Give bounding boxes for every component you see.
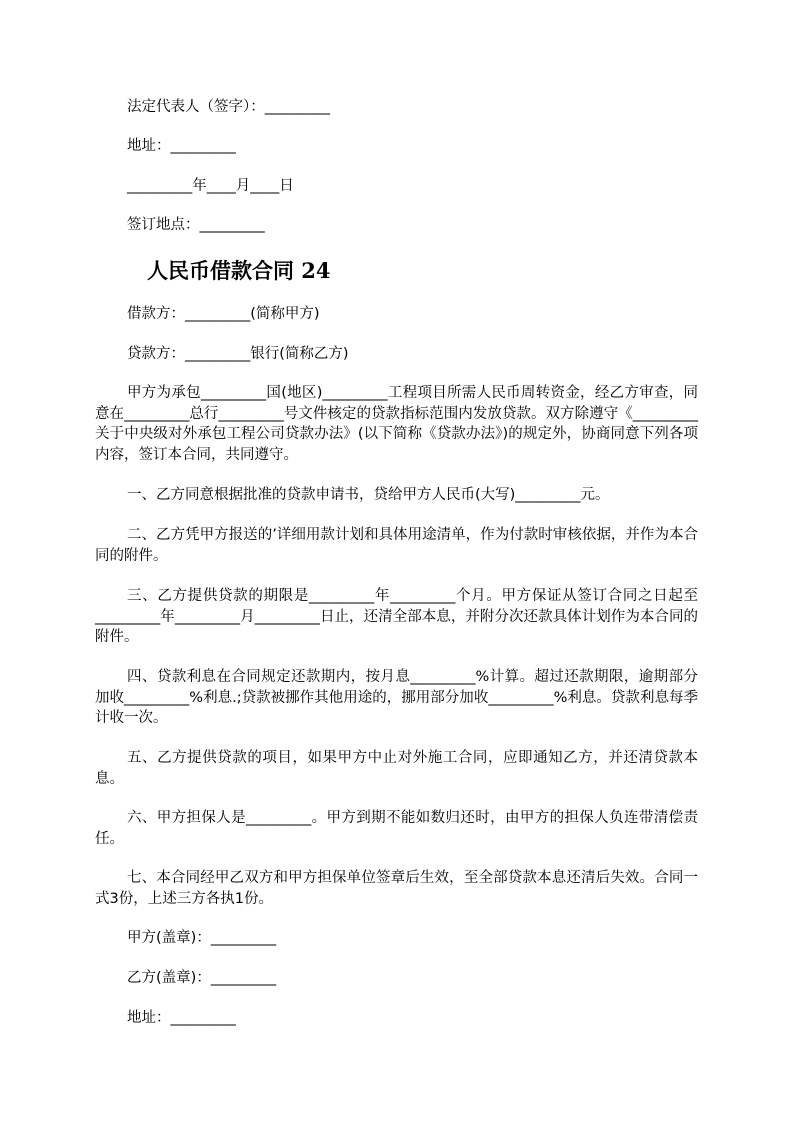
- clause-7: 七、本合同经甲乙双方和甲方担保单位签章后生效，至全部贷款本息还清后失效。合同一式3份，上述三方各执1份。: [95, 870, 698, 907]
- clause-2: 二、乙方凭甲方报送的’详细用款计划和具体用途清单，作为付款时审核依据，并作为本合同的附件。: [95, 527, 698, 564]
- clause-4: 四、贷款利息在合同规定还款期内，按月息_________%计算。超过还款期限，逾期部分加收_________%利息.;贷款被挪作其他用途的，挪用部分加收_________%利息。贷款利息每季计收一次。: [95, 669, 698, 726]
- lender-line: 贷款方：_________银行(简称乙方): [127, 346, 349, 362]
- signing-place-line: 签订地点：_________: [127, 217, 265, 233]
- borrower-line: 借款方：_________(简称甲方): [127, 306, 320, 322]
- clause-3: 三、乙方提供贷款的期限是_________年_________个月。甲方保证从签订合同之日起至_________年_________月_________日止，还清全部本息，并附分次还款具体计划作为本合同的附件。: [95, 588, 698, 645]
- party-b-seal-line: 乙方(盖章)：_________: [127, 970, 277, 986]
- date-line: _________年____月____日: [127, 178, 294, 194]
- clause-1: 一、乙方同意根据批准的贷款申请书，贷给甲方人民币(大写)_________元。: [127, 487, 610, 503]
- legal-rep-line: 法定代表人（签字）：_________: [127, 99, 330, 115]
- contract-title: 人民币借款合同 24: [147, 258, 331, 283]
- preamble-paragraph: 甲方为承包_________国(地区)_________工程项目所需人民币周转资金，经乙方审查，同意在_________总行_________号文件核定的贷款指标范围内发放贷款。双方除遵守《_________关于中央级对外承包工程公司贷款办法》(以下简称《贷款办法》)的规定外，协商同意下列各项内容，签订本合同，共同遵守。: [95, 385, 698, 463]
- clause-6: 六、甲方担保人是_________。甲方到期不能如数归还时，由甲方的担保人负连带清偿责任。: [95, 810, 698, 847]
- address-line: 地址：_________: [127, 138, 236, 154]
- contract-address-line: 地址：_________: [127, 1010, 236, 1026]
- party-a-seal-line: 甲方(盖章)：_________: [127, 930, 277, 946]
- clause-5: 五、乙方提供贷款的项目，如果甲方中止对外施工合同，应即通知乙方，并还清贷款本息。: [95, 750, 698, 787]
